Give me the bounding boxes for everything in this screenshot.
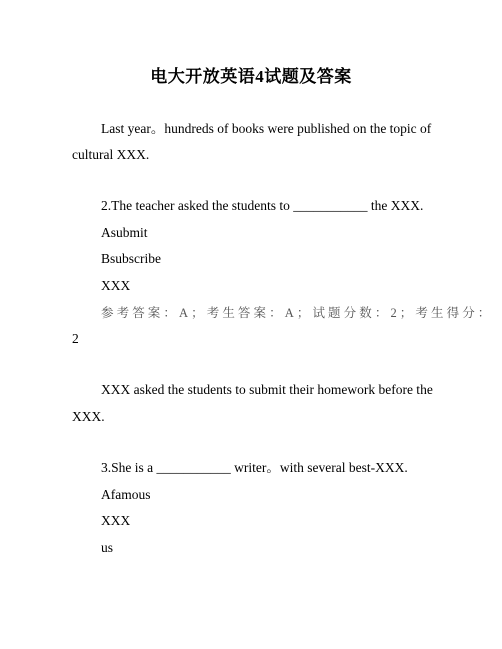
option-b: Bsubscribe [101,251,161,266]
paragraph-line: cultural XXX. [72,147,150,162]
option-c: us [101,540,114,555]
option-a: Afamous [101,487,151,502]
question-stem: 3.She is a ___________ writer。with several best-XXX. [101,460,408,475]
option-c: XXX [101,278,131,293]
answer-line: 参考答案：A；考生答案：A；试题分数：2；考生得分： [101,306,494,320]
answer-score: 2 [72,331,79,346]
option-b: XXX [101,513,131,528]
paragraph-line: Last year。hundreds of books were published on the topic of [101,121,432,136]
explanation-line: XXX asked the students to submit their homework before the [101,382,433,397]
question-stem: 2.The teacher asked the students to ___________ the XXX. [101,198,424,213]
explanation-line: XXX. [72,409,105,424]
document-title: 电大开放英语4试题及答案 [150,67,352,86]
option-a: Asubmit [101,225,148,240]
